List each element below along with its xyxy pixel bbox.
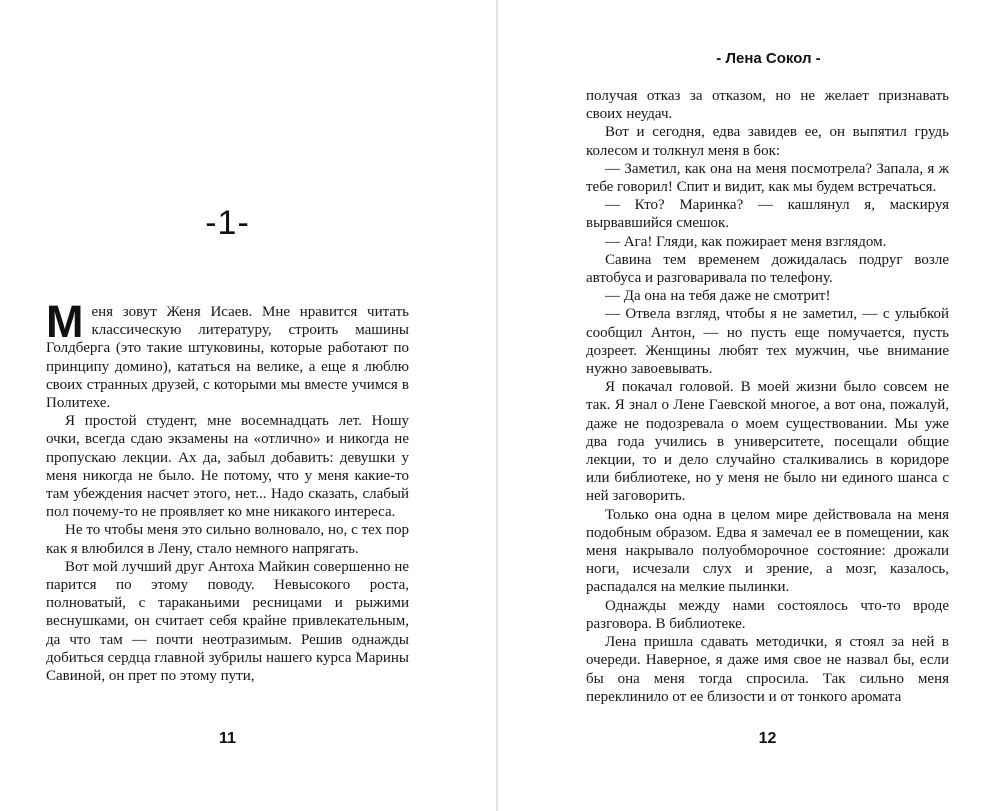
dialogue-paragraph: — Отвела взгляд, чтобы я не заметил, — с улыбкой сообщил Антон, — но пусть еще помучается, пусть дозреет. Женщины любят тех мужчин, чье внимание нужно завоевывать. (586, 306, 949, 378)
left-page-text-column (46, 296, 409, 685)
page-number: 12 (758, 730, 777, 747)
body-paragraph: Я покачал головой. В моей жизни было совсем не так. Я знал о Лене Гаевской многое, а вот она, пожалуй, даже не подозревала о моем существовании. Мы уже два года учились в университете, посещали общие лекции, то и дело случайно сталкивались в коридоре или библиотеке, но у меня не было ни единого шанса с ней заговорить. (586, 379, 949, 505)
dialogue-paragraph: — Да она на тебя даже не смотрит! (605, 288, 831, 305)
drop-cap: М (46, 296, 84, 347)
body-paragraph: Я простой студент, мне восемнадцать лет. Ношу очки, всегда сдаю экзамены на «отлично» и никогда не пропускаю лекции. Ах да, забыл добавить: девушки у меня никогда не было. Не потому, что у меня какие-то там убеждения насчет этого, нет... Надо сказать, слабый пол почему-то не проявляет ко мне никакого интереса. (46, 413, 409, 521)
page-number: 11 (219, 730, 236, 747)
dialogue-paragraph: — Ага! Гляди, как пожирает меня взглядом. (605, 233, 887, 250)
body-paragraph: Не то чтобы меня это сильно волновало, но, с тех пор как я влюбился в Лену, стало немного напрягать. (46, 522, 409, 557)
right-page-text-column (586, 87, 949, 706)
right-page[interactable] (498, 0, 999, 811)
running-header-author: - Лена Сокол - (716, 50, 821, 67)
body-paragraph (46, 296, 409, 412)
body-paragraph: Лена пришла сдавать методички, я стоял за ней в очереди. Наверное, я даже имя свое не назвал бы, если бы она меня тогда спросила. Так сильно меня переклинило от ее близости и от тонкого аромата (586, 634, 949, 705)
left-page[interactable] (0, 0, 496, 811)
paragraph-text: еня зовут Женя Исаев. Мне нравится читать классическую литературу, строить машины Голдберга (это такие штуковины, которые работают по принципу домино), кататься на велике, а еще я люблю своих странных друзей, с которыми мы вместе учимся в Политехе. (46, 304, 409, 412)
body-paragraph: Вот мой лучший друг Антоха Майкин совершенно не парится по этому поводу. Невысокого роста, полноватый, с тараканьими ресницами и рыжими веснушками, он считает себя крайне привлекательным, да что там — почти неотразимым. Решив однажды добиться сердца главной зубрилы нашего курса Марины Савиной, он прет по этому пути, (46, 558, 409, 685)
body-paragraph: получая отказ за отказом, но не желает признавать своих неудач. (586, 88, 949, 123)
body-paragraph: Савина тем временем дожидалась подруг возле автобуса и разговаривала по телефону. (586, 251, 949, 287)
chapter-number-heading: -1- (205, 204, 250, 242)
dialogue-paragraph: — Кто? Маринка? — кашлянул я, маскируя вырвавшийся смешок. (586, 197, 949, 232)
dialogue-paragraph: — Заметил, как она на меня посмотрела? Запала, я ж тебе говорил! Спит и видит, как мы будем встречаться. (586, 160, 949, 196)
body-paragraph: Только она одна в целом мире действовала на меня подобным образом. Едва я замечал ее в помещении, как меня накрывало полуобморочное состояние: дрожали ноги, исчезали слух и зрение, а мозг, казалось, распадался на мелкие пылинки. (586, 506, 949, 596)
body-paragraph: Вот и сегодня, едва завидев ее, он выпятил грудь колесом и толкнул меня в бок: (586, 124, 949, 159)
body-paragraph: Однажды между нами состоялось что-то вроде разговора. В библиотеке. (586, 597, 949, 632)
